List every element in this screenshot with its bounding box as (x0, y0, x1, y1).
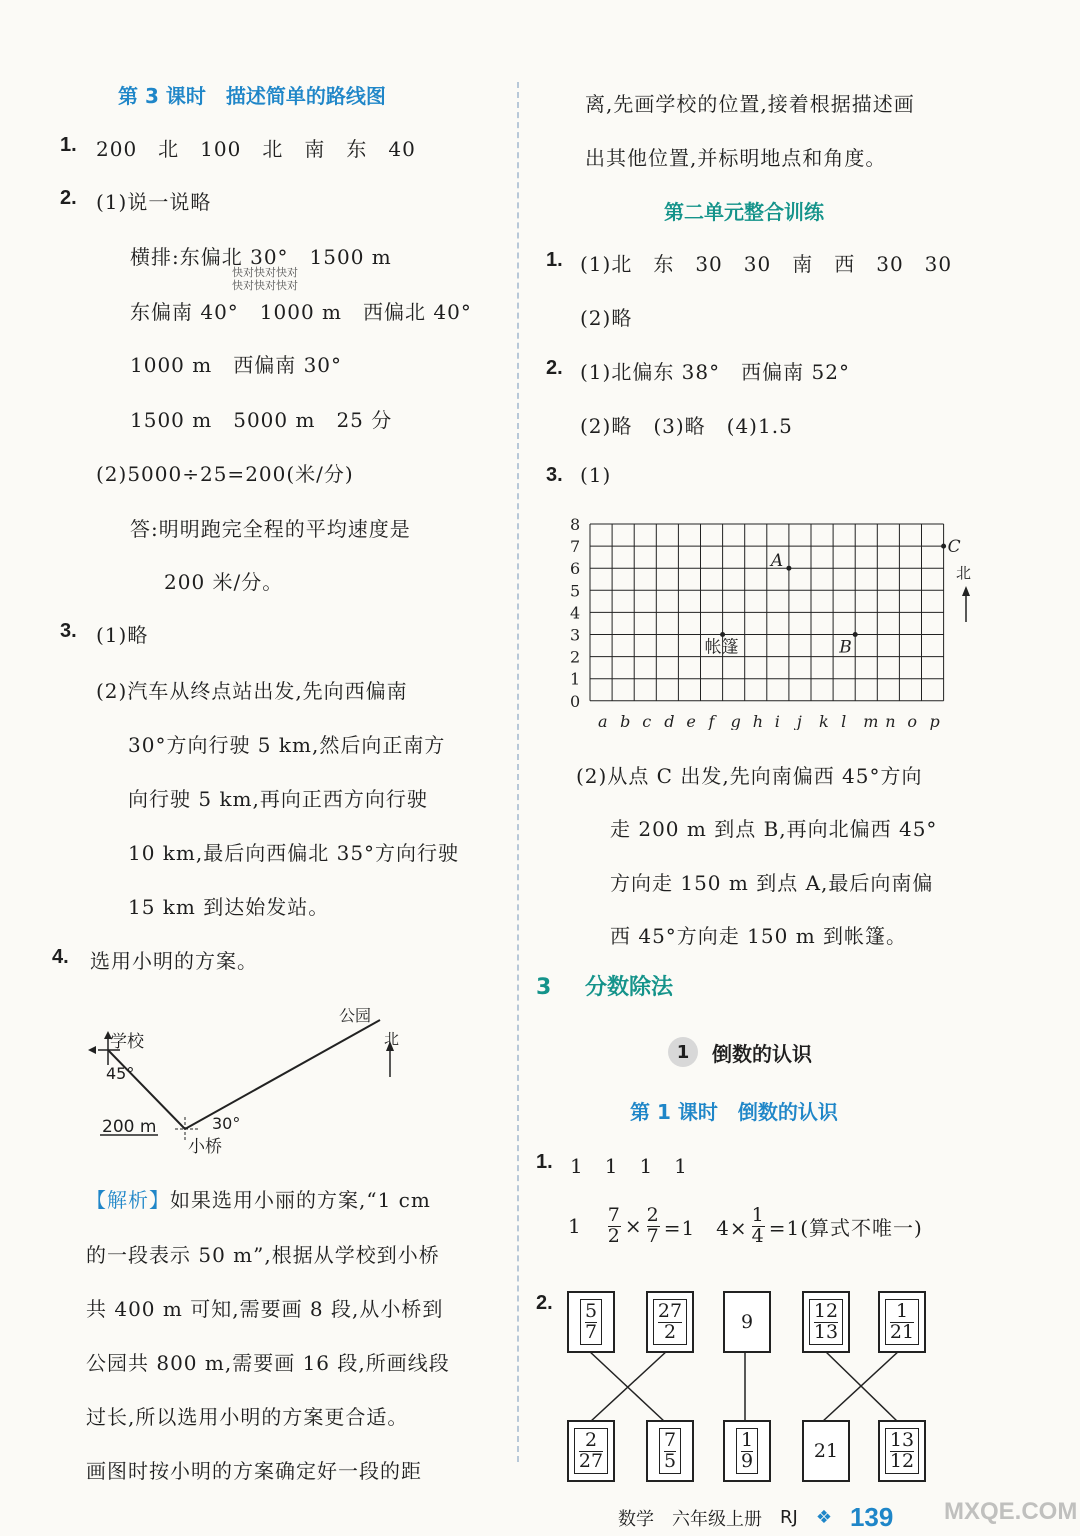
map-angle45: 45° (106, 1064, 135, 1083)
q3-line1: (2)汽车从终点站出发,先向西偏南 (96, 679, 408, 703)
frac-den: 7 (584, 1320, 598, 1343)
x-tick-label: e (686, 711, 696, 730)
r3-line3: 方向走 150 m 到点 A,最后向南偏 (610, 871, 934, 895)
continued-line1: 离,先画学校的位置,接着根据描述画 (585, 92, 915, 116)
footer-grade: 六年级上册 (672, 1508, 762, 1530)
chapter-heading (536, 970, 673, 1001)
analysis-line2: 的一段表示 50 m”,根据从学校到小桥 (86, 1243, 440, 1267)
y-tick-label: 6 (570, 559, 581, 579)
x-tick-label: c (642, 711, 652, 730)
continued-line2: 出其他位置,并标明地点和角度。 (585, 146, 887, 170)
x-tick-label: l (841, 711, 847, 730)
frac-num: 13 (889, 1428, 915, 1451)
frac-den: 12 (889, 1449, 915, 1472)
frac-den: 13 (813, 1320, 839, 1343)
q2-answer-line1: 答:明明跑完全程的平均速度是 (130, 517, 411, 541)
frac-num: 1 (751, 1204, 765, 1226)
frac-den: 2 (658, 1322, 682, 1343)
stamp-line2: 快对快对快对 (232, 279, 298, 292)
x-tick-label: o (907, 711, 918, 730)
q4-number: 4. (52, 946, 69, 968)
bottom-card-5 (878, 1420, 926, 1482)
y-tick-label: 4 (570, 603, 581, 623)
x-tick-label: n (885, 711, 896, 730)
point-c-marker (941, 544, 946, 549)
y-tick-label: 7 (570, 537, 581, 557)
y-tick-label: 1 (570, 669, 581, 689)
s1-row2 (568, 1206, 923, 1247)
s1-row1: 1 1 1 1 (570, 1154, 688, 1178)
footer (618, 1502, 893, 1533)
q2-part1: (1)说一说略 (96, 190, 212, 214)
analysis-text1: 如果选用小丽的方案,“1 cm (170, 1188, 431, 1212)
bottom-card-4 (802, 1420, 850, 1482)
y-tick-label: 0 (570, 691, 581, 711)
r1-part2: (2)略 (580, 306, 633, 330)
bottom-card-3 (723, 1420, 771, 1482)
q4-answer: 选用小明的方案。 (90, 949, 258, 973)
whole-number: 21 (813, 1440, 839, 1462)
top-card-4 (802, 1291, 850, 1353)
frac-num: 2 (646, 1204, 660, 1226)
y-tick-label: 2 (570, 647, 581, 667)
q2-line1: 横排:东偏北 30° 1500 m (130, 245, 392, 269)
map-north-label: 北 (384, 1030, 400, 1048)
analysis-line6: 画图时按小明的方案确定好一段的距 (86, 1459, 422, 1483)
lesson-title-2: 第 1 课时 倒数的认识 (630, 1100, 838, 1124)
map-school-label: 学校 (110, 1032, 144, 1052)
x-tick-label: j (796, 711, 802, 730)
bottom-card-1 (567, 1420, 615, 1482)
q3-number: 3. (60, 620, 77, 642)
s1-lead: 1 (568, 1214, 582, 1239)
fraction-2-7 (647, 1206, 660, 1247)
x-tick-label: i (774, 711, 780, 730)
frac-num: 7 (607, 1204, 621, 1226)
r3-line1: (2)从点 C 出发,先向南偏西 45°方向 (576, 764, 923, 788)
x-tick-label: k (819, 711, 829, 730)
tent-label: 帐篷 (704, 637, 739, 658)
s1-number: 1. (536, 1151, 553, 1173)
chapter-number: 3 (536, 975, 552, 1000)
q1-answer: 200 北 100 北 南 东 40 (96, 137, 416, 161)
q2-part2: (2)5000÷25=200(米/分) (96, 462, 354, 486)
footer-subject: 数学 (618, 1508, 654, 1530)
frac-den: 5 (663, 1449, 677, 1472)
r3-part1: (1) (580, 463, 612, 487)
top-card-1 (567, 1291, 615, 1353)
x-tick-label: f (708, 711, 715, 730)
x-tick-label: g (730, 711, 741, 730)
grid-north-label: 北 (956, 564, 972, 582)
analysis-line1 (86, 1184, 431, 1213)
frac-num: 12 (813, 1299, 839, 1322)
lesson-title: 第 3 课时 描述简单的路线图 (118, 84, 386, 108)
point-a-label: A (770, 551, 784, 572)
times-sign: × (624, 1214, 643, 1239)
matching-lines (560, 1340, 950, 1430)
footer-edition: RJ (780, 1507, 798, 1528)
analysis-line5: 过长,所以选用小明的方案更合适。 (86, 1405, 409, 1429)
stamp-line1: 快对快对快对 (232, 266, 298, 279)
frac-den: 21 (889, 1320, 915, 1343)
y-tick-label: 5 (570, 581, 581, 601)
r2-part1: (1)北偏东 38° 西偏南 52° (580, 360, 850, 384)
q2-answer-line2: 200 米/分。 (164, 570, 284, 594)
map-angle30: 30° (212, 1114, 241, 1133)
analysis-line4: 公园共 800 m,需要画 16 段,所画线段 (86, 1351, 450, 1375)
x-tick-label: h (752, 711, 764, 730)
x-tick-label: b (620, 711, 631, 730)
frac-num: 1 (895, 1299, 909, 1322)
bottom-card-2 (646, 1420, 694, 1482)
point-a-marker (786, 566, 791, 571)
tent-marker (720, 632, 725, 637)
whole-number: 9 (740, 1311, 754, 1333)
top-card-2 (646, 1291, 694, 1353)
top-card-3 (723, 1291, 771, 1353)
q2-line4: 1500 m 5000 m 25 分 (130, 408, 393, 432)
map-scale: 200 m (102, 1117, 157, 1137)
q3-line3: 向行驶 5 km,再向正西方向行驶 (128, 787, 428, 811)
y-tick-label: 8 (570, 515, 581, 534)
frac-num: 27 (657, 1299, 683, 1322)
fraction-7-2 (608, 1206, 621, 1247)
map-park-label: 公园 (339, 1006, 372, 1025)
frac-den: 2 (607, 1224, 621, 1247)
section-number-badge: 1 (668, 1037, 698, 1067)
q3-line4: 10 km,最后向西偏北 35°方向行驶 (128, 841, 460, 865)
analysis-line3: 共 400 m 可知,需要画 8 段,从小桥到 (86, 1297, 444, 1321)
watermark-text: MXQE.COM (944, 1498, 1078, 1525)
x-tick-label: d (664, 711, 675, 730)
section-title: 倒数的认识 (712, 1042, 812, 1066)
r3-number: 3. (546, 464, 563, 486)
point-b-marker (853, 632, 858, 637)
point-b-label: B (839, 637, 852, 658)
r1-number: 1. (546, 249, 563, 271)
fraction-1-4 (752, 1206, 765, 1247)
column-divider (517, 82, 519, 1462)
unit-title: 第二单元整合训练 (664, 200, 824, 224)
x-tick-label: a (598, 711, 608, 730)
q2-line2: 东偏南 40° 1000 m 西偏北 40° (130, 300, 472, 324)
page-number: 139 (849, 1502, 894, 1532)
top-card-5 (878, 1291, 926, 1353)
point-c-label: C (947, 537, 961, 558)
chapter-title: 分数除法 (584, 975, 673, 1000)
analysis-tag: 【解析】 (86, 1188, 170, 1212)
frac-den: 9 (740, 1449, 754, 1472)
r1-part1: (1)北 东 30 30 南 西 30 30 (580, 252, 953, 276)
north-arrowhead-icon (962, 586, 970, 596)
diamond-icon: ❖ (815, 1507, 832, 1528)
s1-eq1: =1 4× (663, 1215, 748, 1240)
r3-line2: 走 200 m 到点 B,再向北偏西 45° (610, 817, 938, 841)
s1-eq2: =1(算式不唯一) (768, 1215, 923, 1240)
q2-line3: 1000 m 西偏南 30° (130, 353, 343, 377)
r2-part2: (2)略 (3)略 (4)1.5 (580, 414, 793, 438)
coordinate-grid (560, 510, 980, 730)
x-tick-label: p (929, 711, 940, 730)
s2-number: 2. (536, 1292, 553, 1314)
frac-num: 1 (740, 1428, 754, 1451)
q1-number: 1. (60, 134, 77, 156)
frac-den: 7 (646, 1224, 660, 1247)
frac-num: 7 (663, 1428, 677, 1451)
x-tick-label: m (863, 711, 879, 730)
stamp-text (232, 266, 298, 292)
r2-number: 2. (546, 357, 563, 379)
q3-line2: 30°方向行驶 5 km,然后向正南方 (128, 733, 446, 757)
y-tick-label: 3 (570, 625, 581, 645)
frac-num: 5 (584, 1299, 598, 1322)
q3-line5: 15 km 到达始发站。 (128, 895, 330, 919)
r3-line4: 西 45°方向走 150 m 到帐篷。 (610, 924, 908, 948)
frac-den: 27 (578, 1449, 604, 1472)
map-bridge-label: 小桥 (188, 1137, 222, 1157)
frac-den: 4 (751, 1224, 765, 1247)
frac-num: 2 (584, 1428, 598, 1451)
q2-number: 2. (60, 187, 77, 209)
q3-part1: (1)略 (96, 623, 149, 647)
